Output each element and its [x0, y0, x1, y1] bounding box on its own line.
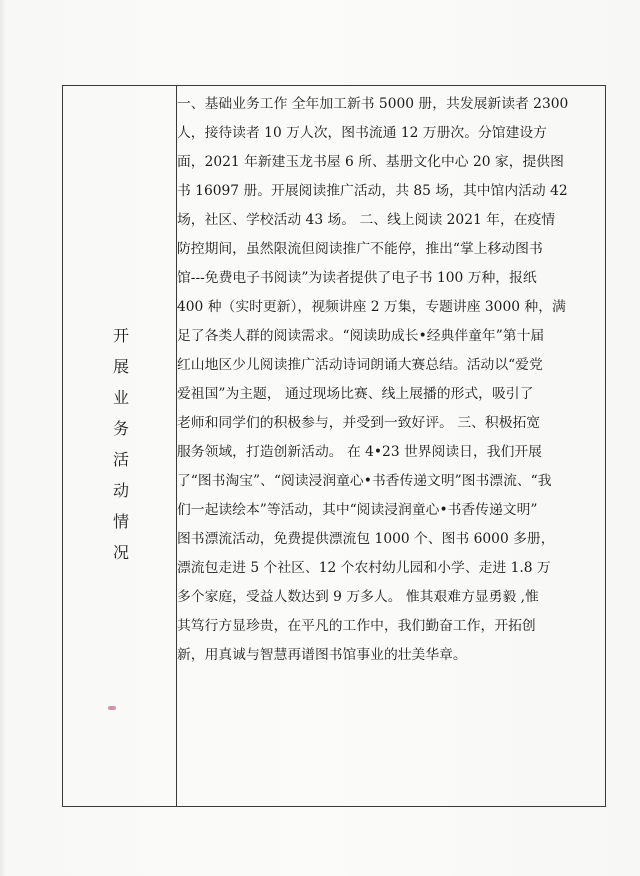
text-line: 防控期间，虽然限流但阅读推广不能停，推出“掌上移动图书 — [177, 241, 543, 257]
text-line: 了“图书淘宝”、“阅读浸润童心•书香传递文明”图书漂流、“我 — [177, 473, 552, 489]
activity-description — [177, 90, 585, 670]
text-line: 们一起读绘本”等活动，其中“阅读浸润童心•书香传递文明” — [177, 502, 538, 518]
label-char: 活 — [112, 450, 129, 469]
label-char: 务 — [112, 419, 129, 438]
text-line: 其笃行方显珍贵，在平凡的工作中，我们勤奋工作，开拓创 — [177, 618, 536, 634]
label-char: 业 — [112, 388, 129, 407]
text-line: 人，接待读者 10 万人次，图书流通 12 万册次。分馆建设方 — [177, 125, 547, 141]
text-line: 图书漂流活动，免费提供漂流包 1000 个、图书 6000 多册， — [177, 531, 555, 547]
text-line: 漂流包走进 5 个社区、12 个农村幼儿园和小学、走进 1.8 万 — [177, 560, 551, 576]
text-line: 书 16097 册。开展阅读推广活动，共 85 场，其中馆内活动 42 — [177, 183, 568, 199]
ink-mark — [108, 706, 116, 710]
text-line: 面，2021 年新建玉龙书屋 6 所、基册文化中心 20 家，提供图 — [177, 154, 564, 170]
text-line: 新，用真诚与智慧再谱图书馆事业的壮美华章。 — [177, 647, 467, 663]
text-line: 场，社区、学校活动 43 场。 二、线上阅读 2021 年，在疫情 — [177, 212, 556, 228]
text-line: 老师和同学们的积极参与，并受到一致好评。 三、积极拓宽 — [177, 415, 541, 431]
text-line: 服务领域，打造创新活动。 在 4•23 世界阅读日，我们开展 — [177, 444, 542, 460]
text-line: 红山地区少儿阅读推广活动诗词朗诵大赛总结。活动以“爱党 — [177, 357, 543, 373]
text-line: 馆---免费电子书阅读”为读者提供了电子书 100 万种，报纸 — [177, 270, 537, 286]
label-char: 开 — [112, 326, 129, 345]
text-line: 400 种（实时更新），视频讲座 2 万集，专题讲座 3000 种，满 — [177, 299, 566, 315]
label-char: 展 — [112, 357, 129, 376]
label-char: 动 — [112, 481, 129, 500]
label-char: 况 — [112, 543, 129, 562]
text-line: 一、基础业务工作 全年加工新书 5000 册，共发展新读者 2300 — [177, 96, 569, 112]
text-line: 爱祖国”为主题， 通过现场比赛、线上展播的形式，吸引了 — [177, 386, 534, 402]
row-label — [104, 320, 138, 568]
label-char: 情 — [112, 512, 129, 531]
text-line: 足了各类人群的阅读需求。“阅读助成长•经典伴童年”第十届 — [177, 328, 545, 344]
text-line: 多个家庭，受益人数达到 9 万多人。 惟其艰难方显勇毅 ,惟 — [177, 589, 539, 605]
